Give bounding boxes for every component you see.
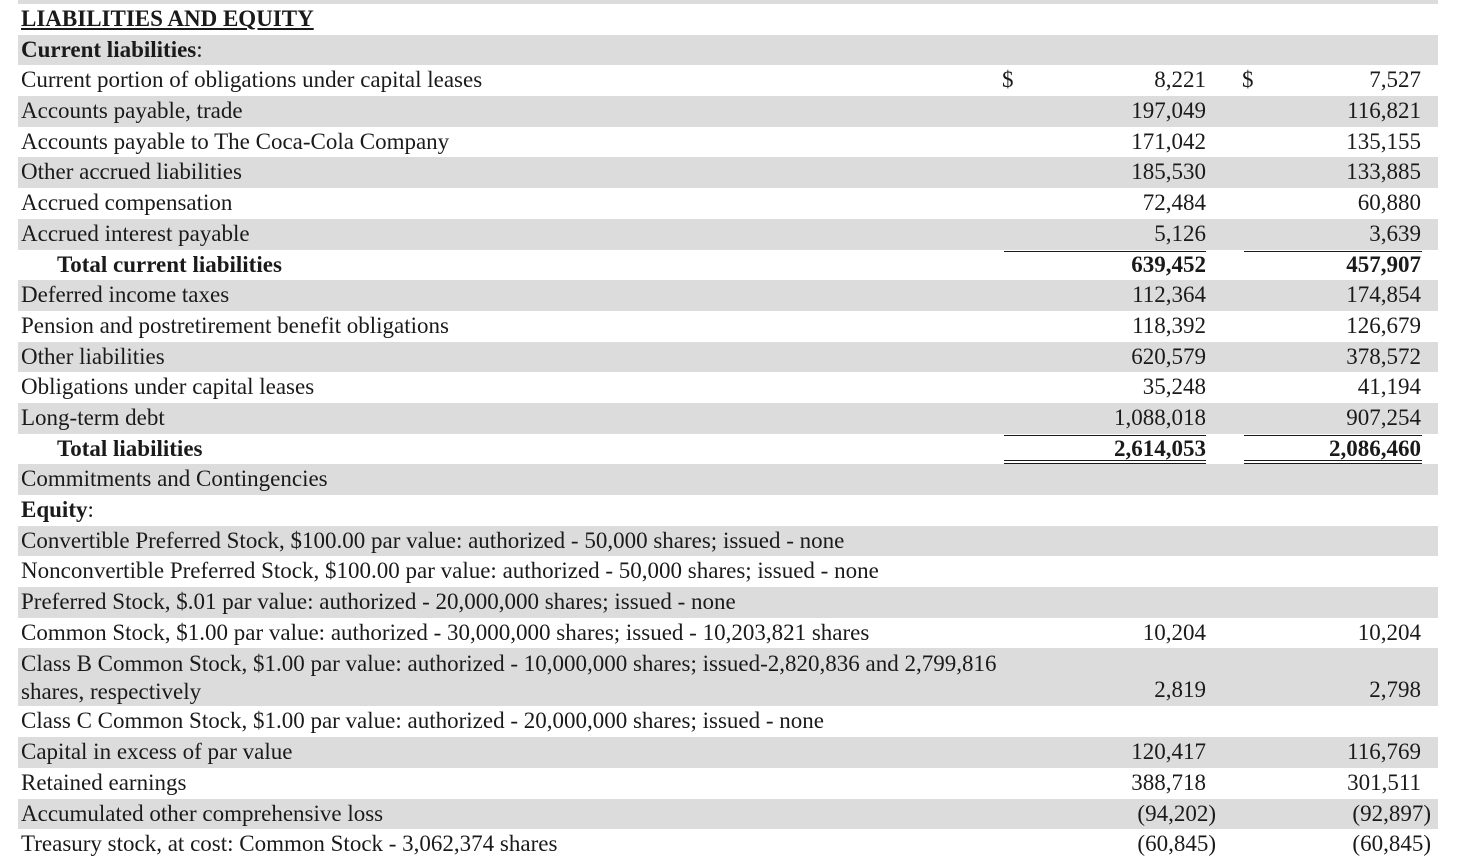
value-col-2: 41,194 — [1357, 374, 1421, 400]
value-col-2: 116,769 — [1347, 739, 1421, 765]
value-col-2: 10,204 — [1357, 619, 1421, 645]
value-col-1: 120,417 — [1131, 739, 1206, 765]
value-col-1: 35,248 — [1142, 374, 1206, 400]
value-col-2: 126,679 — [1346, 312, 1421, 338]
row-label: Accrued interest payable — [21, 220, 250, 246]
value-col-2: 907,254 — [1346, 404, 1421, 430]
table-row — [18, 403, 1438, 434]
row-label: Total liabilities — [57, 435, 203, 461]
value-col-2: 60,880 — [1357, 190, 1421, 216]
row-label: Accrued compensation — [21, 190, 233, 216]
table-row — [18, 706, 1438, 737]
table-row — [18, 127, 1438, 158]
value-col-1: 388,718 — [1131, 769, 1206, 795]
table-row — [18, 372, 1438, 403]
table-row — [18, 737, 1438, 768]
row-label: Retained earnings — [21, 769, 187, 795]
value-col-2: 457,907 — [1346, 251, 1421, 277]
value-col-1: 2,819 — [1154, 677, 1206, 703]
row-label: Total current liabilities — [57, 251, 282, 277]
value-col-1: 10,204 — [1142, 619, 1206, 645]
value-col-1: 620,579 — [1131, 343, 1206, 369]
row-label: Capital in excess of par value — [21, 739, 293, 765]
row-label: Other liabilities — [21, 343, 165, 369]
row-label: Accumulated other comprehensive loss — [21, 800, 384, 826]
value-col-2: (60,845) — [1352, 831, 1431, 857]
table-row — [18, 526, 1438, 557]
value-col-1: (94,202) — [1137, 800, 1216, 826]
table-row — [18, 648, 1438, 706]
value-col-2: 133,885 — [1346, 159, 1421, 185]
value-col-2: 116,821 — [1347, 98, 1421, 124]
value-col-1: 171,042 — [1131, 128, 1206, 154]
value-col-1: 8,221 — [1154, 67, 1206, 93]
row-label: Other accrued liabilities — [21, 159, 242, 185]
value-col-2: 135,155 — [1346, 128, 1421, 154]
table-row — [18, 342, 1438, 373]
value-col-2: 7,527 — [1369, 67, 1421, 93]
total-row-current-liabilities — [18, 250, 1438, 281]
table-row — [18, 96, 1438, 127]
row-label: Accounts payable to The Coca-Cola Company — [21, 128, 450, 154]
table-row — [18, 219, 1438, 250]
table-row — [18, 157, 1438, 188]
value-col-1: 639,452 — [1131, 251, 1206, 277]
value-col-1: 118,392 — [1132, 312, 1206, 338]
subsection-row-current-liabilities — [18, 35, 1438, 66]
value-col-2: (92,897) — [1352, 800, 1431, 826]
value-col-2: 301,511 — [1347, 769, 1421, 795]
row-label: Class C Common Stock, $1.00 par value: authorized - 20,000,000 shares; issued - none — [21, 708, 824, 734]
subsection-heading: Equity: — [21, 497, 94, 522]
table-row — [18, 768, 1438, 799]
value-col-1: 2,614,053 — [1114, 435, 1206, 461]
value-col-1: 1,088,018 — [1114, 404, 1206, 430]
subsection-row-equity — [18, 495, 1438, 526]
table-row — [18, 829, 1438, 860]
table-row — [18, 618, 1438, 649]
currency-symbol: $ — [1002, 67, 1014, 93]
total-row-liabilities — [18, 434, 1438, 465]
section-title: LIABILITIES AND EQUITY — [21, 6, 314, 31]
value-col-2: 174,854 — [1346, 282, 1421, 308]
table-row — [18, 280, 1438, 311]
row-label: Class B Common Stock, $1.00 par value: authorized - 10,000,000 shares; issued-2,820,836 and 2,799,816 shares, respectively — [21, 651, 997, 705]
table-row — [18, 464, 1438, 495]
table-row — [18, 65, 1438, 96]
row-label: Nonconvertible Preferred Stock, $100.00 par value: authorized - 50,000 shares; issued - none — [21, 558, 879, 584]
balance-sheet-table — [18, 0, 1438, 860]
value-col-1: 5,126 — [1154, 220, 1206, 246]
currency-symbol: $ — [1242, 67, 1254, 93]
row-label: Obligations under capital leases — [21, 374, 315, 400]
row-label: Common Stock, $1.00 par value: authorized - 30,000,000 shares; issued - 10,203,821 shares — [21, 619, 870, 645]
table-row — [18, 311, 1438, 342]
row-label: Treasury stock, at cost: Common Stock - 3,062,374 shares — [21, 831, 558, 857]
row-label: Convertible Preferred Stock, $100.00 par value: authorized - 50,000 shares; issued - none — [21, 527, 845, 553]
table-row — [18, 188, 1438, 219]
table-row — [18, 799, 1438, 830]
row-label: Long-term debt — [21, 404, 165, 430]
value-col-1: (60,845) — [1137, 831, 1216, 857]
value-col-2: 2,086,460 — [1329, 435, 1421, 461]
table-row — [18, 556, 1438, 587]
row-label: Commitments and Contingencies — [21, 466, 328, 492]
value-col-2: 2,798 — [1369, 677, 1421, 703]
value-col-2: 378,572 — [1346, 343, 1421, 369]
row-label: Pension and postretirement benefit obligations — [21, 312, 449, 338]
section-title-row — [18, 4, 1438, 35]
value-col-2: 3,639 — [1369, 220, 1421, 246]
row-label: Accounts payable, trade — [21, 98, 243, 124]
row-label: Current portion of obligations under capital leases — [21, 67, 483, 93]
subsection-heading: Current liabilities: — [21, 36, 203, 62]
table-row — [18, 587, 1438, 618]
value-col-1: 185,530 — [1131, 159, 1206, 185]
value-col-1: 112,364 — [1132, 282, 1206, 308]
row-label: Deferred income taxes — [21, 282, 230, 308]
value-col-1: 197,049 — [1131, 98, 1206, 124]
value-col-1: 72,484 — [1142, 190, 1206, 216]
row-label: Preferred Stock, $.01 par value: authorized - 20,000,000 shares; issued - none — [21, 589, 736, 615]
